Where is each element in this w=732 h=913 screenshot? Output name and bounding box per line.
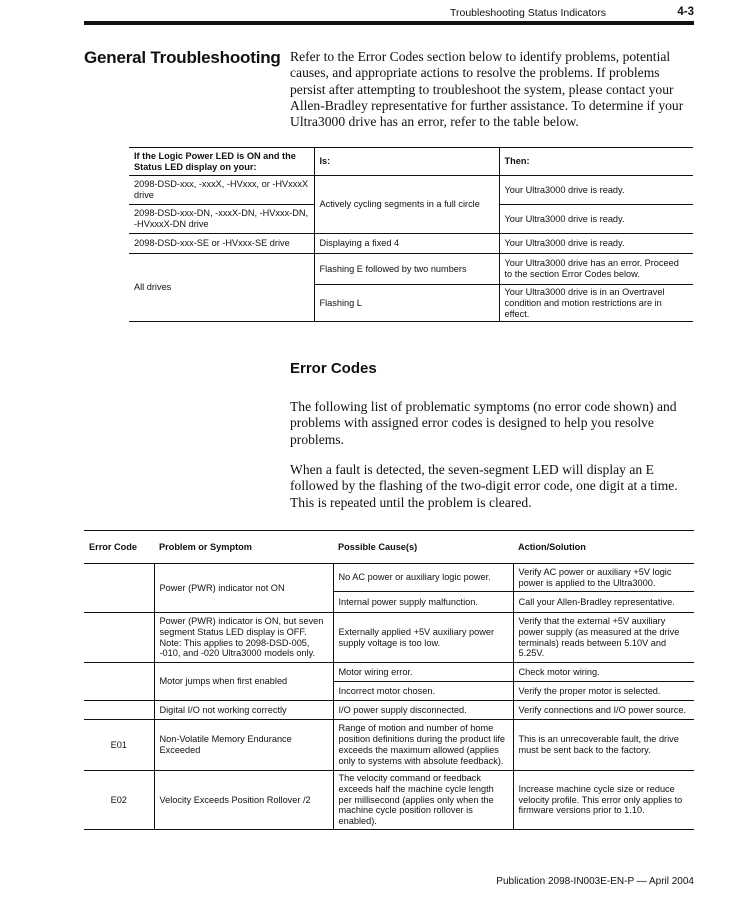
action-cell: Verify that the external +5V auxiliary power supply (as measured at the drive terminals) reads between 5.10V and 5.25V. <box>513 613 694 663</box>
action-cell: Verify connections and I/O power source. <box>513 701 694 720</box>
error-codes-paragraph-1: The following list of problematic symptoms (no error code shown) and problems with assigned error codes is designed to help you resolve problems. <box>290 399 677 447</box>
cause-cell: Incorrect motor chosen. <box>333 682 513 701</box>
column-header: If the Logic Power LED is ON and the Status LED display on your: <box>129 148 314 176</box>
problem-cell: Non-Volatile Memory Endurance Exceeded <box>154 720 333 771</box>
table-row <box>84 771 694 830</box>
drive-cell: 2098-DSD-xxx-SE or -HVxxx-SE drive <box>129 234 314 254</box>
error-codes-paragraph-2: When a fault is detected, the seven-segment LED will display an E followed by the flashing of the two-digit error code, one digit at a time. This is repeated until the problem is cleared. <box>290 462 678 510</box>
table-row <box>129 234 693 254</box>
drive-cell: All drives <box>129 254 314 322</box>
intro-paragraph: Refer to the Error Codes section below to identify problems, potential causes, and appropriate actions to resolve the problems. If problems persist after attempting to troubleshoot the system, please contact your Allen-Bradley representative for further assistance. To determine if your Ultra3000 drive has an error, refer to the table below. <box>290 49 684 130</box>
section-title-general: General Troubleshooting <box>84 48 281 67</box>
running-header-title: Troubleshooting Status Indicators <box>449 7 606 19</box>
column-header: Then: <box>499 148 693 176</box>
page-number: 4-3 <box>677 6 694 18</box>
cause-cell: Externally applied +5V auxiliary power supply voltage is too low. <box>333 613 513 663</box>
error-code-cell <box>84 564 154 613</box>
column-header: Problem or Symptom <box>154 531 333 564</box>
problem-cell: Power (PWR) indicator is ON, but seven segment Status LED display is OFF. Note: This applies to 2098-DSD-005, -010, and -020 Ultra3000 models only. <box>154 613 333 663</box>
table-header-row <box>129 148 693 176</box>
table-row <box>84 701 694 720</box>
then-cell: Your Ultra3000 drive has an error. Proceed to the section Error Codes below. <box>499 254 693 285</box>
is-cell: Flashing L <box>314 285 499 322</box>
action-cell: Increase machine cycle size or reduce velocity profile. This error only applies to firmware versions prior to 1.10. <box>513 771 694 830</box>
problem-cell: Digital I/O not working correctly <box>154 701 333 720</box>
action-cell: Verify the proper motor is selected. <box>513 682 694 701</box>
table-row <box>84 663 694 682</box>
table-row <box>84 720 694 771</box>
running-header <box>84 5 694 21</box>
action-cell: Call your Allen-Bradley representative. <box>513 592 694 613</box>
publication-footer: Publication 2098-IN003E-EN-P — April 2004 <box>496 876 694 887</box>
then-cell: Your Ultra3000 drive is in an Overtravel condition and motion restrictions are in effect. <box>499 285 693 322</box>
then-cell: Your Ultra3000 drive is ready. <box>499 176 693 205</box>
column-header: Error Code <box>84 531 154 564</box>
error-code-cell: E01 <box>84 720 154 771</box>
drive-cell: 2098-DSD-xxx, -xxxX, -HVxxx, or -HVxxxX drive <box>129 176 314 205</box>
error-code-cell <box>84 701 154 720</box>
is-cell: Actively cycling segments in a full circle <box>314 176 499 234</box>
problem-cell: Motor jumps when first enabled <box>154 663 333 701</box>
then-cell: Your Ultra3000 drive is ready. <box>499 234 693 254</box>
table-row <box>84 564 694 592</box>
is-cell: Flashing E followed by two numbers <box>314 254 499 285</box>
then-cell: Your Ultra3000 drive is ready. <box>499 205 693 234</box>
cause-cell: Internal power supply malfunction. <box>333 592 513 613</box>
error-code-cell <box>84 663 154 701</box>
cause-cell: No AC power or auxiliary logic power. <box>333 564 513 592</box>
action-cell: Verify AC power or auxiliary +5V logic power is applied to the Ultra3000. <box>513 564 694 592</box>
error-codes-table <box>84 530 694 830</box>
cause-cell: I/O power supply disconnected. <box>333 701 513 720</box>
table-row <box>84 613 694 663</box>
status-led-table <box>129 147 693 322</box>
header-rule <box>84 21 694 25</box>
problem-cell: Power (PWR) indicator not ON <box>154 564 333 613</box>
error-code-cell: E02 <box>84 771 154 830</box>
cause-cell: Motor wiring error. <box>333 663 513 682</box>
column-header: Action/Solution <box>513 531 694 564</box>
table-row <box>129 254 693 285</box>
cause-cell: Range of motion and number of home position definitions during the product life exceeds the maximum allowed (applies only to systems with absolute feedback). <box>333 720 513 771</box>
table-row <box>129 176 693 205</box>
action-cell: This is an unrecoverable fault, the drive must be sent back to the factory. <box>513 720 694 771</box>
error-code-cell <box>84 613 154 663</box>
action-cell: Check motor wiring. <box>513 663 694 682</box>
table-header-row <box>84 531 694 564</box>
section-title-error-codes: Error Codes <box>290 360 377 377</box>
column-header: Possible Cause(s) <box>333 531 513 564</box>
drive-cell: 2098-DSD-xxx-DN, -xxxX-DN, -HVxxx-DN, -HVxxxX-DN drive <box>129 205 314 234</box>
problem-cell: Velocity Exceeds Position Rollover /2 <box>154 771 333 830</box>
is-cell: Displaying a fixed 4 <box>314 234 499 254</box>
cause-cell: The velocity command or feedback exceeds half the machine cycle length per millisecond (applies only when the machine cycle position rollover is enabled). <box>333 771 513 830</box>
column-header: Is: <box>314 148 499 176</box>
